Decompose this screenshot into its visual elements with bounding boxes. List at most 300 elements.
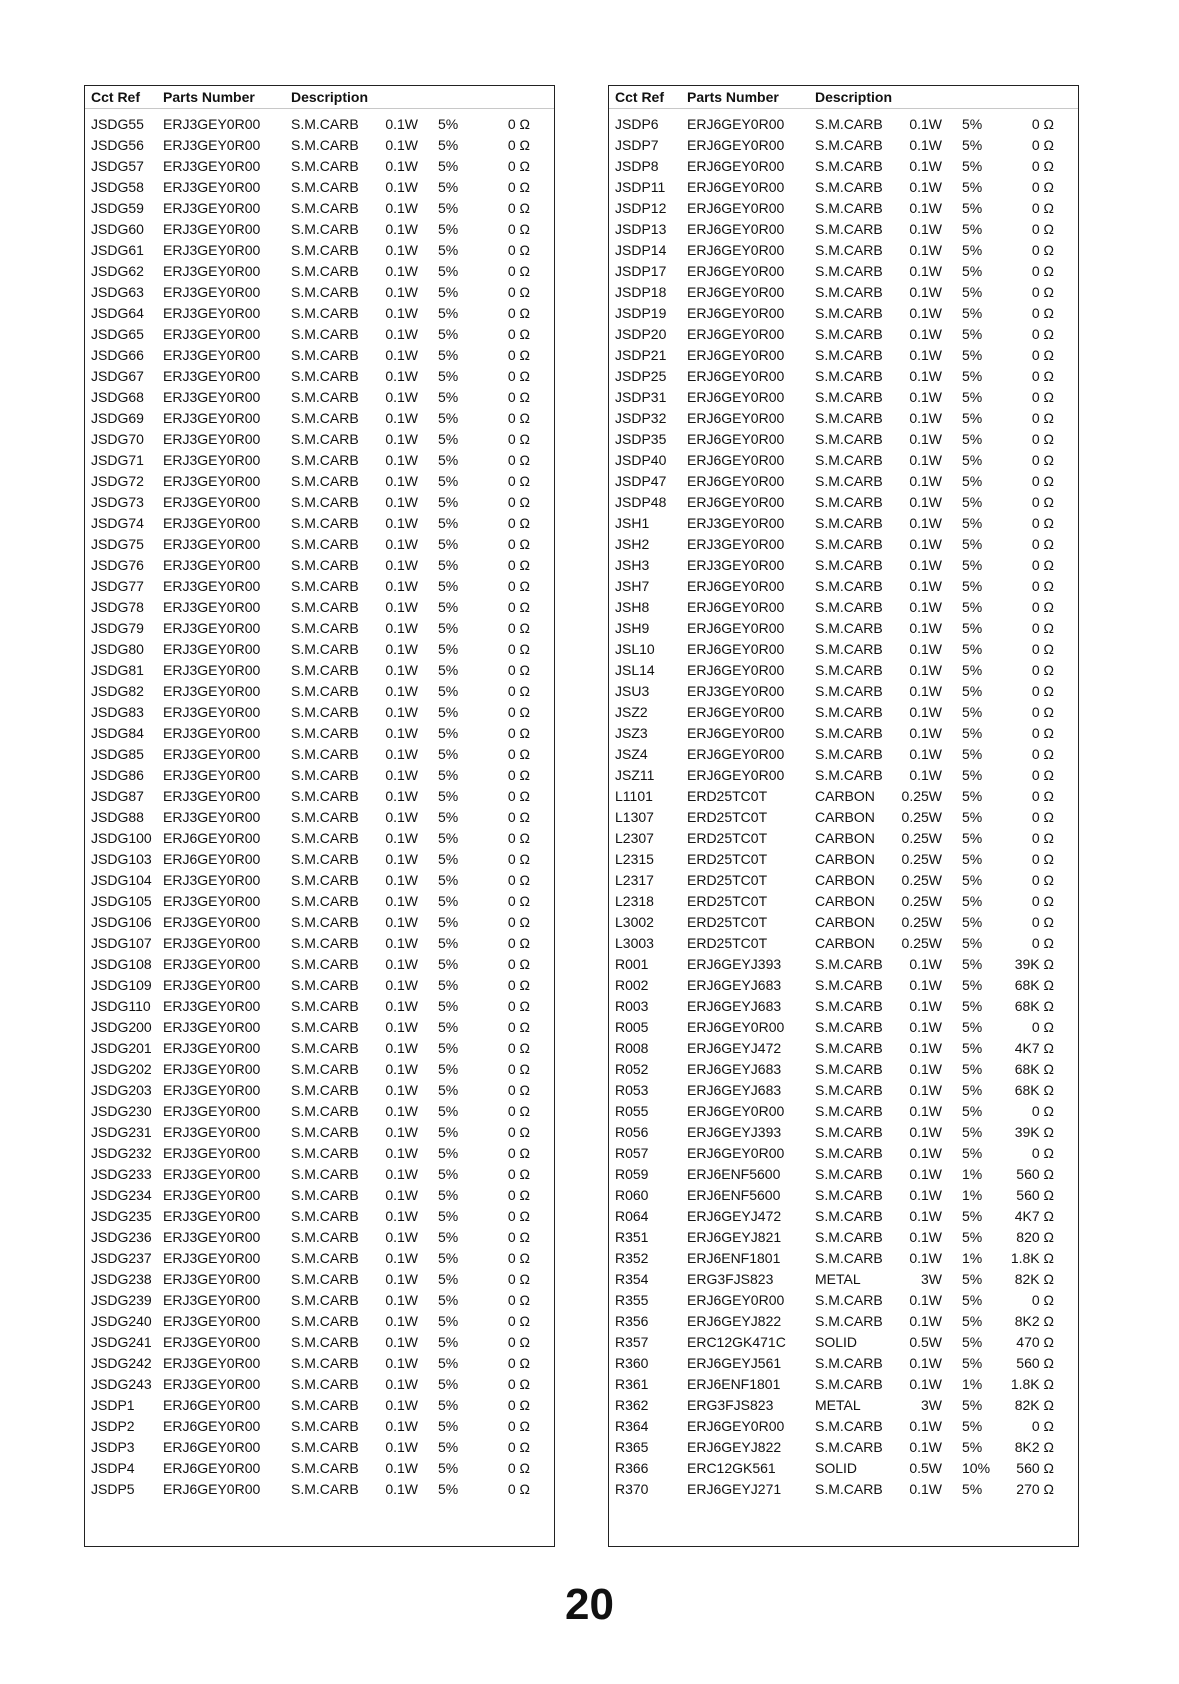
cell-cct-ref: L1101 [615, 788, 653, 804]
cell-tolerance: 5% [962, 1103, 983, 1119]
cell-cct-ref: L2317 [615, 872, 654, 888]
table-row [609, 155, 1078, 176]
cell-cct-ref: JSDG75 [91, 536, 144, 552]
cell-description: CARBON [815, 893, 875, 909]
cell-tolerance: 5% [962, 704, 983, 720]
cell-value: 0 Ω [507, 1124, 530, 1140]
table-row [85, 1268, 554, 1289]
cell-wattage: 0.1W [909, 1019, 942, 1035]
cell-description: S.M.CARB [291, 1145, 359, 1161]
table-row [85, 743, 554, 764]
cell-parts-number: ERJ6GEY0R00 [163, 851, 261, 867]
cell-wattage: 0.1W [909, 956, 942, 972]
table-row [609, 890, 1078, 911]
cell-wattage: 0.1W [385, 1250, 418, 1266]
cell-description: CARBON [815, 788, 875, 804]
cell-value: 0 Ω [1031, 1292, 1054, 1308]
cell-parts-number: ERJ3GEY0R00 [163, 1061, 261, 1077]
cell-tolerance: 5% [438, 1376, 459, 1392]
cell-value: 8K2 Ω [1014, 1439, 1054, 1455]
cell-description: S.M.CARB [815, 662, 883, 678]
cell-cct-ref: JSDP48 [615, 494, 667, 510]
cell-description: S.M.CARB [815, 1082, 883, 1098]
cell-parts-number: ERJ6GEY0R00 [687, 326, 785, 342]
cell-parts-number: ERD25TC0T [687, 872, 768, 888]
cell-tolerance: 5% [438, 305, 459, 321]
cell-parts-number: ERJ6GEYJ683 [687, 977, 782, 993]
cell-tolerance: 5% [962, 1124, 983, 1140]
cell-parts-number: ERJ6GEY0R00 [163, 1418, 261, 1434]
cell-description: S.M.CARB [291, 1460, 359, 1476]
cell-tolerance: 5% [962, 746, 983, 762]
cell-cct-ref: JSDP4 [91, 1460, 135, 1476]
cell-tolerance: 5% [962, 1229, 983, 1245]
cell-parts-number: ERJ3GEY0R00 [687, 557, 785, 573]
cell-cct-ref: JSL10 [615, 641, 655, 657]
cell-wattage: 0.1W [385, 263, 418, 279]
cell-description: S.M.CARB [815, 599, 883, 615]
cell-parts-number: ERJ6GEY0R00 [687, 263, 785, 279]
table-row [609, 1457, 1078, 1478]
cell-parts-number: ERJ6GEYJ561 [687, 1355, 782, 1371]
cell-tolerance: 5% [438, 641, 459, 657]
cell-wattage: 0.1W [385, 221, 418, 237]
cell-tolerance: 5% [962, 1418, 983, 1434]
cell-cct-ref: JSDG236 [91, 1229, 152, 1245]
cell-description: S.M.CARB [291, 1439, 359, 1455]
cell-description: S.M.CARB [291, 137, 359, 153]
cell-description: CARBON [815, 809, 875, 825]
cell-parts-number: ERJ3GEY0R00 [163, 1166, 261, 1182]
cell-wattage: 0.1W [385, 389, 418, 405]
cell-tolerance: 5% [438, 599, 459, 615]
cell-value: 0 Ω [507, 1355, 530, 1371]
parts-table-left [84, 85, 555, 1547]
cell-value: 0 Ω [507, 641, 530, 657]
table-row [85, 1205, 554, 1226]
table-row [85, 176, 554, 197]
table-row [609, 659, 1078, 680]
cell-tolerance: 5% [438, 263, 459, 279]
cell-parts-number: ERJ6GEY0R00 [687, 347, 785, 363]
cell-cct-ref: JSDG73 [91, 494, 144, 510]
cell-description: S.M.CARB [291, 494, 359, 510]
cell-tolerance: 5% [438, 662, 459, 678]
cell-cct-ref: R365 [615, 1439, 649, 1455]
cell-cct-ref: R351 [615, 1229, 649, 1245]
cell-description: S.M.CARB [291, 1040, 359, 1056]
cell-parts-number: ERJ3GEY0R00 [163, 1145, 261, 1161]
table-row [609, 722, 1078, 743]
cell-description: S.M.CARB [291, 1481, 359, 1497]
cell-description: S.M.CARB [815, 1061, 883, 1077]
cell-value: 0 Ω [1031, 368, 1054, 384]
table-row [85, 869, 554, 890]
cell-tolerance: 5% [438, 368, 459, 384]
cell-parts-number: ERJ6GEY0R00 [687, 389, 785, 405]
cell-tolerance: 5% [962, 872, 983, 888]
cell-wattage: 0.1W [385, 578, 418, 594]
cell-wattage: 0.1W [385, 1166, 418, 1182]
cell-tolerance: 5% [438, 1145, 459, 1161]
cell-tolerance: 5% [438, 935, 459, 951]
cell-parts-number: ERJ3GEY0R00 [163, 200, 261, 216]
cell-parts-number: ERJ6GEY0R00 [687, 620, 785, 636]
cell-value: 0 Ω [1031, 536, 1054, 552]
cell-cct-ref: JSDG235 [91, 1208, 152, 1224]
cell-description: S.M.CARB [815, 158, 883, 174]
cell-description: S.M.CARB [815, 284, 883, 300]
cell-wattage: 0.1W [909, 1124, 942, 1140]
table-row [85, 764, 554, 785]
cell-value: 0 Ω [507, 284, 530, 300]
cell-wattage: 0.1W [385, 1040, 418, 1056]
cell-value: 0 Ω [507, 578, 530, 594]
cell-wattage: 0.1W [909, 452, 942, 468]
cell-tolerance: 5% [438, 956, 459, 972]
cell-parts-number: ERJ3GEY0R00 [163, 1250, 261, 1266]
cell-parts-number: ERJ6GEY0R00 [687, 599, 785, 615]
cell-description: S.M.CARB [291, 473, 359, 489]
table-row [85, 554, 554, 575]
cell-value: 0 Ω [1031, 767, 1054, 783]
cell-parts-number: ERJ3GEY0R00 [687, 515, 785, 531]
cell-value: 82K Ω [1014, 1397, 1054, 1413]
cell-description: S.M.CARB [815, 1187, 883, 1203]
cell-description: S.M.CARB [291, 1019, 359, 1035]
cell-parts-number: ERJ6GEYJ472 [687, 1040, 782, 1056]
header-parts-number: Parts Number [687, 89, 779, 105]
cell-cct-ref: R362 [615, 1397, 649, 1413]
cell-cct-ref: R057 [615, 1145, 649, 1161]
cell-value: 0 Ω [1031, 347, 1054, 363]
cell-tolerance: 5% [962, 347, 983, 363]
cell-value: 0 Ω [507, 977, 530, 993]
cell-wattage: 0.1W [909, 620, 942, 636]
table-row [85, 323, 554, 344]
cell-parts-number: ERJ3GEY0R00 [163, 158, 261, 174]
cell-description: S.M.CARB [291, 326, 359, 342]
cell-wattage: 0.1W [909, 137, 942, 153]
table-row [609, 1100, 1078, 1121]
cell-cct-ref: JSH8 [615, 599, 650, 615]
cell-value: 0 Ω [507, 935, 530, 951]
cell-cct-ref: JSDP13 [615, 221, 667, 237]
cell-wattage: 0.1W [909, 305, 942, 321]
cell-parts-number: ERJ3GEY0R00 [687, 683, 785, 699]
table-row [609, 113, 1078, 134]
cell-parts-number: ERJ3GEY0R00 [163, 578, 261, 594]
cell-cct-ref: JSDG83 [91, 704, 144, 720]
cell-wattage: 0.1W [385, 620, 418, 636]
cell-parts-number: ERJ3GEY0R00 [163, 221, 261, 237]
cell-cct-ref: JSDG237 [91, 1250, 152, 1266]
cell-description: S.M.CARB [291, 851, 359, 867]
table-row [609, 806, 1078, 827]
cell-value: 0 Ω [507, 1145, 530, 1161]
cell-tolerance: 5% [962, 515, 983, 531]
cell-tolerance: 5% [962, 767, 983, 783]
cell-tolerance: 5% [962, 326, 983, 342]
cell-parts-number: ERJ6GEY0R00 [687, 1019, 785, 1035]
cell-description: S.M.CARB [291, 1082, 359, 1098]
cell-wattage: 0.1W [909, 179, 942, 195]
cell-cct-ref: JSH7 [615, 578, 650, 594]
cell-parts-number: ERJ6GEYJ393 [687, 1124, 782, 1140]
table-row [609, 449, 1078, 470]
cell-parts-number: ERJ6GEY0R00 [687, 305, 785, 321]
cell-cct-ref: JSDP32 [615, 410, 667, 426]
cell-wattage: 0.1W [385, 1061, 418, 1077]
cell-wattage: 0.1W [909, 578, 942, 594]
cell-parts-number: ERJ3GEY0R00 [163, 725, 261, 741]
cell-cct-ref: JSDG66 [91, 347, 144, 363]
cell-value: 0 Ω [1031, 830, 1054, 846]
cell-cct-ref: JSDG110 [91, 998, 151, 1014]
cell-wattage: 0.1W [909, 116, 942, 132]
cell-tolerance: 5% [438, 746, 459, 762]
cell-tolerance: 5% [438, 389, 459, 405]
cell-wattage: 0.1W [385, 641, 418, 657]
cell-wattage: 0.1W [909, 599, 942, 615]
cell-tolerance: 5% [438, 1040, 459, 1056]
cell-description: S.M.CARB [291, 1271, 359, 1287]
cell-wattage: 0.1W [909, 767, 942, 783]
table-row [609, 1184, 1078, 1205]
cell-tolerance: 5% [962, 1082, 983, 1098]
cell-wattage: 0.1W [385, 1313, 418, 1329]
cell-value: 0 Ω [507, 1376, 530, 1392]
table-row [85, 407, 554, 428]
cell-parts-number: ERJ6GEY0R00 [687, 725, 785, 741]
cell-value: 0 Ω [507, 746, 530, 762]
cell-description: CARBON [815, 914, 875, 930]
cell-wattage: 0.1W [909, 158, 942, 174]
cell-tolerance: 5% [438, 620, 459, 636]
cell-tolerance: 1% [962, 1250, 983, 1266]
table-row [609, 617, 1078, 638]
cell-description: S.M.CARB [291, 935, 359, 951]
table-row [85, 386, 554, 407]
cell-wattage: 0.1W [385, 1292, 418, 1308]
cell-wattage: 0.1W [909, 1292, 942, 1308]
cell-cct-ref: JSDG79 [91, 620, 144, 636]
cell-tolerance: 5% [438, 914, 459, 930]
table-row [85, 134, 554, 155]
table-row [609, 218, 1078, 239]
table-row [609, 512, 1078, 533]
cell-parts-number: ERJ3GEY0R00 [163, 452, 261, 468]
cell-cct-ref: R360 [615, 1355, 649, 1371]
cell-value: 0 Ω [507, 347, 530, 363]
cell-tolerance: 5% [438, 1061, 459, 1077]
cell-tolerance: 5% [962, 137, 983, 153]
cell-tolerance: 5% [962, 284, 983, 300]
cell-wattage: 0.1W [385, 767, 418, 783]
cell-value: 0 Ω [507, 1061, 530, 1077]
cell-value: 0 Ω [507, 1334, 530, 1350]
cell-parts-number: ERJ3GEY0R00 [163, 1271, 261, 1287]
cell-value: 4K7 Ω [1014, 1040, 1054, 1056]
table-row [609, 407, 1078, 428]
cell-wattage: 0.1W [385, 515, 418, 531]
cell-description: S.M.CARB [291, 1292, 359, 1308]
cell-cct-ref: R055 [615, 1103, 649, 1119]
cell-cct-ref: R361 [615, 1376, 649, 1392]
cell-description: S.M.CARB [815, 1166, 883, 1182]
cell-tolerance: 5% [438, 998, 459, 1014]
cell-cct-ref: JSDG85 [91, 746, 144, 762]
cell-value: 560 Ω [1016, 1460, 1054, 1476]
cell-cct-ref: R364 [615, 1418, 649, 1434]
cell-tolerance: 5% [438, 683, 459, 699]
table-row [609, 533, 1078, 554]
cell-parts-number: ERJ6GEYJ271 [687, 1481, 782, 1497]
cell-parts-number: ERJ6GEY0R00 [163, 1439, 261, 1455]
cell-value: 820 Ω [1016, 1229, 1054, 1245]
cell-value: 0 Ω [1031, 200, 1054, 216]
cell-wattage: 0.1W [385, 410, 418, 426]
cell-wattage: 0.1W [385, 1271, 418, 1287]
cell-wattage: 0.1W [909, 1061, 942, 1077]
cell-value: 0 Ω [1031, 578, 1054, 594]
cell-parts-number: ERJ3GEY0R00 [163, 1187, 261, 1203]
table-row [609, 470, 1078, 491]
cell-wattage: 0.1W [909, 1418, 942, 1434]
cell-tolerance: 5% [438, 116, 459, 132]
cell-cct-ref: JSDG65 [91, 326, 144, 342]
cell-description: S.M.CARB [291, 767, 359, 783]
table-row [609, 1205, 1078, 1226]
cell-value: 0 Ω [507, 809, 530, 825]
cell-description: S.M.CARB [291, 977, 359, 993]
cell-description: S.M.CARB [815, 1145, 883, 1161]
cell-wattage: 0.1W [385, 1208, 418, 1224]
cell-wattage: 0.1W [909, 683, 942, 699]
cell-parts-number: ERJ3GEY0R00 [163, 809, 261, 825]
cell-cct-ref: JSDP40 [615, 452, 667, 468]
cell-cct-ref: JSDG58 [91, 179, 144, 195]
cell-description: S.M.CARB [291, 410, 359, 426]
cell-description: S.M.CARB [291, 557, 359, 573]
cell-description: S.M.CARB [815, 1376, 883, 1392]
cell-wattage: 0.1W [385, 284, 418, 300]
cell-description: S.M.CARB [291, 893, 359, 909]
cell-tolerance: 5% [438, 1334, 459, 1350]
cell-value: 0 Ω [1031, 1418, 1054, 1434]
cell-cct-ref: JSDG80 [91, 641, 144, 657]
cell-value: 0 Ω [507, 872, 530, 888]
cell-value: 0 Ω [1031, 305, 1054, 321]
cell-description: S.M.CARB [815, 1208, 883, 1224]
cell-wattage: 0.1W [385, 746, 418, 762]
table-row [609, 1289, 1078, 1310]
cell-cct-ref: R008 [615, 1040, 649, 1056]
cell-tolerance: 5% [962, 998, 983, 1014]
cell-tolerance: 5% [962, 305, 983, 321]
cell-value: 0 Ω [507, 368, 530, 384]
cell-wattage: 0.1W [385, 1439, 418, 1455]
cell-tolerance: 5% [962, 158, 983, 174]
table-row [609, 1394, 1078, 1415]
table-row [85, 974, 554, 995]
cell-tolerance: 5% [438, 977, 459, 993]
table-row [609, 1310, 1078, 1331]
cell-parts-number: ERJ3GEY0R00 [163, 872, 261, 888]
cell-wattage: 0.1W [909, 536, 942, 552]
cell-cct-ref: JSH3 [615, 557, 650, 573]
cell-value: 0 Ω [1031, 1145, 1054, 1161]
cell-tolerance: 5% [962, 536, 983, 552]
cell-description: S.M.CARB [815, 431, 883, 447]
cell-description: S.M.CARB [291, 830, 359, 846]
cell-tolerance: 5% [438, 326, 459, 342]
cell-wattage: 0.1W [385, 1355, 418, 1371]
cell-tolerance: 5% [962, 200, 983, 216]
cell-parts-number: ERJ3GEY0R00 [163, 536, 261, 552]
cell-tolerance: 5% [962, 1355, 983, 1371]
cell-cct-ref: JSDG76 [91, 557, 144, 573]
cell-wattage: 0.1W [909, 1481, 942, 1497]
cell-cct-ref: JSDG239 [91, 1292, 152, 1308]
cell-parts-number: ERJ6GEY0R00 [687, 1145, 785, 1161]
cell-wattage: 0.1W [909, 515, 942, 531]
cell-wattage: 0.1W [385, 1334, 418, 1350]
cell-description: S.M.CARB [291, 263, 359, 279]
cell-cct-ref: JSDG61 [91, 242, 144, 258]
cell-cct-ref: JSDP19 [615, 305, 667, 321]
header-description: Description [291, 89, 369, 105]
table-row [85, 1121, 554, 1142]
cell-wattage: 0.1W [909, 1439, 942, 1455]
cell-value: 0 Ω [1031, 557, 1054, 573]
cell-description: S.M.CARB [291, 158, 359, 174]
cell-description: S.M.CARB [815, 221, 883, 237]
cell-wattage: 0.1W [909, 473, 942, 489]
cell-value: 0 Ω [507, 494, 530, 510]
cell-value: 39K Ω [1014, 956, 1054, 972]
table-row [85, 1226, 554, 1247]
cell-value: 0 Ω [507, 1208, 530, 1224]
cell-value: 0 Ω [507, 620, 530, 636]
cell-tolerance: 5% [438, 200, 459, 216]
table-row [85, 953, 554, 974]
cell-cct-ref: JSDG234 [91, 1187, 152, 1203]
cell-wattage: 0.1W [385, 1124, 418, 1140]
cell-value: 1.8K Ω [1010, 1250, 1054, 1266]
cell-value: 68K Ω [1014, 1082, 1054, 1098]
cell-tolerance: 5% [438, 158, 459, 174]
cell-tolerance: 5% [438, 1292, 459, 1308]
cell-parts-number: ERJ3GEY0R00 [163, 242, 261, 258]
cell-value: 0 Ω [1031, 725, 1054, 741]
cell-cct-ref: R001 [615, 956, 649, 972]
cell-parts-number: ERJ6GEYJ821 [687, 1229, 782, 1245]
cell-wattage: 0.1W [909, 242, 942, 258]
cell-parts-number: ERJ3GEY0R00 [163, 683, 261, 699]
cell-parts-number: ERJ6GEYJ822 [687, 1313, 782, 1329]
cell-cct-ref: JSH9 [615, 620, 650, 636]
cell-wattage: 0.5W [909, 1460, 942, 1476]
cell-wattage: 0.1W [385, 1229, 418, 1245]
cell-cct-ref: R003 [615, 998, 649, 1014]
cell-parts-number: ERJ6GEY0R00 [687, 452, 785, 468]
table-row [609, 1415, 1078, 1436]
cell-parts-number: ERJ3GEY0R00 [163, 368, 261, 384]
cell-cct-ref: R059 [615, 1166, 649, 1182]
cell-parts-number: ERC12GK471C [687, 1334, 786, 1350]
cell-value: 0 Ω [507, 788, 530, 804]
